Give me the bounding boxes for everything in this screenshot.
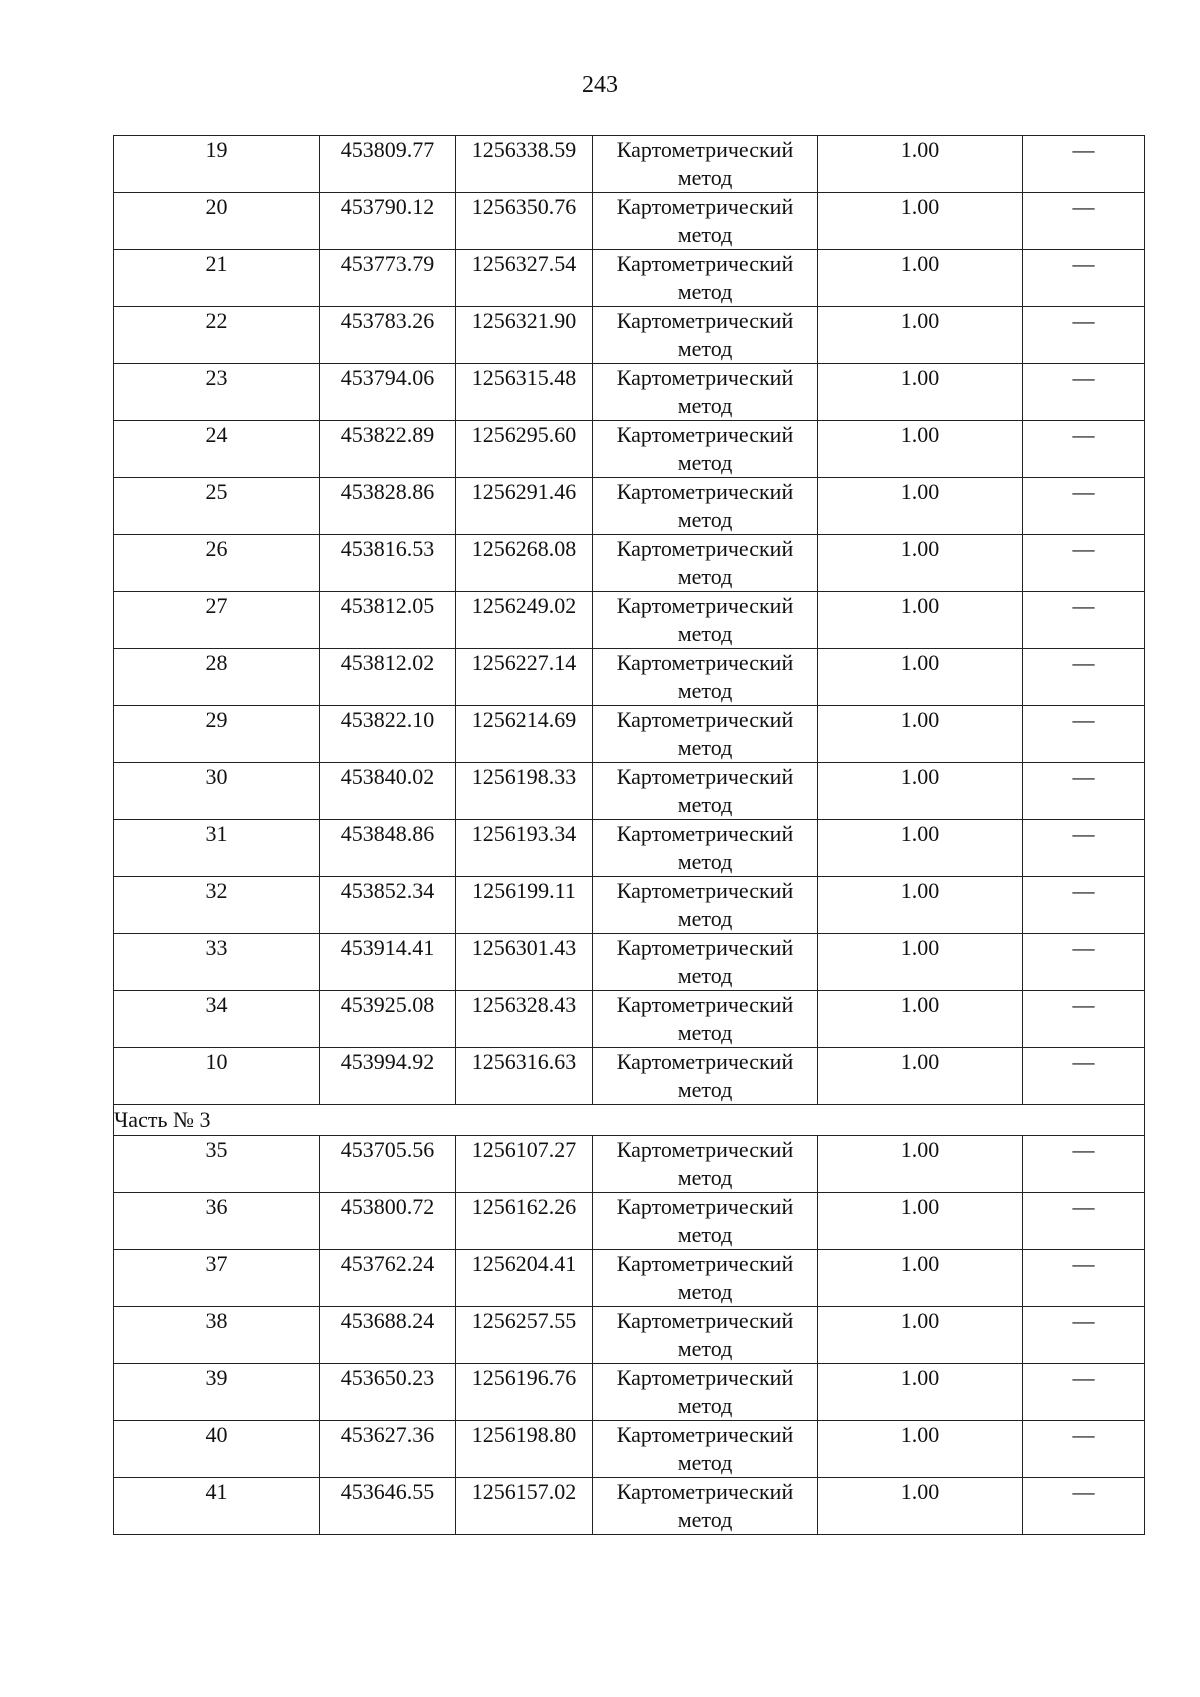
x-coordinate-cell: 453688.24 (320, 1307, 456, 1364)
method-line-1: Картометрический (616, 1365, 794, 1390)
note-cell: — (1023, 364, 1145, 421)
accuracy-cell: 1.00 (818, 535, 1023, 592)
section-title: Часть № 3 (114, 1105, 1145, 1136)
table-row (114, 421, 1145, 478)
accuracy-cell: 1.00 (818, 763, 1023, 820)
method-line-2: метод (677, 1077, 733, 1102)
method-cell (593, 934, 818, 991)
method-line-2: метод (677, 792, 733, 817)
method-line-2: метод (677, 165, 733, 190)
x-coordinate-cell: 453783.26 (320, 307, 456, 364)
accuracy-cell: 1.00 (818, 1307, 1023, 1364)
method-cell (593, 649, 818, 706)
method-line-1: Картометрический (616, 593, 794, 618)
y-coordinate-cell: 1256193.34 (456, 820, 593, 877)
method-line-2: метод (677, 1393, 733, 1418)
method-line-2: метод (677, 1020, 733, 1045)
y-coordinate-cell: 1256301.43 (456, 934, 593, 991)
method-line-1: Картометрический (616, 1251, 794, 1276)
x-coordinate-cell: 453650.23 (320, 1364, 456, 1421)
method-line-2: метод (677, 1507, 733, 1532)
coordinates-table (113, 135, 1145, 1535)
method-cell (593, 820, 818, 877)
accuracy-cell: 1.00 (818, 307, 1023, 364)
method-line-2: метод (677, 1450, 733, 1475)
accuracy-cell: 1.00 (818, 820, 1023, 877)
point-number-cell: 21 (114, 250, 320, 307)
accuracy-cell: 1.00 (818, 478, 1023, 535)
point-number-cell: 28 (114, 649, 320, 706)
note-cell: — (1023, 1364, 1145, 1421)
method-line-1: Картометрический (616, 308, 794, 333)
method-line-1: Картометрический (616, 251, 794, 276)
table-row (114, 934, 1145, 991)
y-coordinate-cell: 1256316.63 (456, 1048, 593, 1105)
method-cell (593, 1478, 818, 1535)
note-cell: — (1023, 136, 1145, 193)
method-cell (593, 1136, 818, 1193)
x-coordinate-cell: 453794.06 (320, 364, 456, 421)
point-number-cell: 27 (114, 592, 320, 649)
method-cell (593, 1364, 818, 1421)
table-row (114, 364, 1145, 421)
accuracy-cell: 1.00 (818, 364, 1023, 421)
method-line-2: метод (677, 1336, 733, 1361)
accuracy-cell: 1.00 (818, 877, 1023, 934)
accuracy-cell: 1.00 (818, 1193, 1023, 1250)
note-cell: — (1023, 193, 1145, 250)
y-coordinate-cell: 1256338.59 (456, 136, 593, 193)
method-cell (593, 706, 818, 763)
y-coordinate-cell: 1256291.46 (456, 478, 593, 535)
y-coordinate-cell: 1256196.76 (456, 1364, 593, 1421)
y-coordinate-cell: 1256321.90 (456, 307, 593, 364)
table-row (114, 1048, 1145, 1105)
table-row (114, 1421, 1145, 1478)
point-number-cell: 40 (114, 1421, 320, 1478)
note-cell: — (1023, 706, 1145, 763)
y-coordinate-cell: 1256257.55 (456, 1307, 593, 1364)
note-cell: — (1023, 307, 1145, 364)
method-cell (593, 592, 818, 649)
y-coordinate-cell: 1256315.48 (456, 364, 593, 421)
table-row (114, 649, 1145, 706)
accuracy-cell: 1.00 (818, 706, 1023, 763)
method-line-1: Картометрический (616, 137, 794, 162)
method-line-2: метод (677, 336, 733, 361)
table-row (114, 877, 1145, 934)
method-line-2: метод (677, 963, 733, 988)
x-coordinate-cell: 453852.34 (320, 877, 456, 934)
y-coordinate-cell: 1256198.33 (456, 763, 593, 820)
accuracy-cell: 1.00 (818, 1364, 1023, 1421)
page-number: 243 (582, 72, 618, 98)
note-cell: — (1023, 478, 1145, 535)
accuracy-cell: 1.00 (818, 649, 1023, 706)
x-coordinate-cell: 453812.02 (320, 649, 456, 706)
method-line-1: Картометрический (616, 1194, 794, 1219)
note-cell: — (1023, 991, 1145, 1048)
coordinates-table-body (114, 136, 1145, 1535)
x-coordinate-cell: 453812.05 (320, 592, 456, 649)
x-coordinate-cell: 453822.10 (320, 706, 456, 763)
table-row (114, 1307, 1145, 1364)
table-row (114, 535, 1145, 592)
section-header-row (114, 1105, 1145, 1136)
accuracy-cell: 1.00 (818, 1478, 1023, 1535)
table-row (114, 1364, 1145, 1421)
method-line-2: метод (677, 621, 733, 646)
x-coordinate-cell: 453646.55 (320, 1478, 456, 1535)
note-cell: — (1023, 1307, 1145, 1364)
method-cell (593, 193, 818, 250)
point-number-cell: 35 (114, 1136, 320, 1193)
method-cell (593, 1421, 818, 1478)
method-cell (593, 877, 818, 934)
x-coordinate-cell: 453828.86 (320, 478, 456, 535)
method-cell (593, 136, 818, 193)
y-coordinate-cell: 1256350.76 (456, 193, 593, 250)
x-coordinate-cell: 453800.72 (320, 1193, 456, 1250)
method-line-1: Картометрический (616, 1049, 794, 1074)
y-coordinate-cell: 1256157.02 (456, 1478, 593, 1535)
point-number-cell: 25 (114, 478, 320, 535)
x-coordinate-cell: 453914.41 (320, 934, 456, 991)
note-cell: — (1023, 877, 1145, 934)
method-cell (593, 1048, 818, 1105)
note-cell: — (1023, 1193, 1145, 1250)
accuracy-cell: 1.00 (818, 1136, 1023, 1193)
method-line-1: Картометрический (616, 1422, 794, 1447)
note-cell: — (1023, 1478, 1145, 1535)
accuracy-cell: 1.00 (818, 193, 1023, 250)
point-number-cell: 31 (114, 820, 320, 877)
method-line-2: метод (677, 678, 733, 703)
point-number-cell: 22 (114, 307, 320, 364)
method-line-1: Картометрический (616, 935, 794, 960)
point-number-cell: 36 (114, 1193, 320, 1250)
accuracy-cell: 1.00 (818, 1250, 1023, 1307)
x-coordinate-cell: 453822.89 (320, 421, 456, 478)
note-cell: — (1023, 763, 1145, 820)
point-number-cell: 29 (114, 706, 320, 763)
y-coordinate-cell: 1256295.60 (456, 421, 593, 478)
note-cell: — (1023, 934, 1145, 991)
method-line-2: метод (677, 222, 733, 247)
note-cell: — (1023, 820, 1145, 877)
method-line-2: метод (677, 735, 733, 760)
x-coordinate-cell: 453809.77 (320, 136, 456, 193)
note-cell: — (1023, 1421, 1145, 1478)
y-coordinate-cell: 1256199.11 (456, 877, 593, 934)
method-cell (593, 478, 818, 535)
y-coordinate-cell: 1256162.26 (456, 1193, 593, 1250)
table-row (114, 1193, 1145, 1250)
method-line-1: Картометрический (616, 764, 794, 789)
table-row (114, 706, 1145, 763)
method-line-1: Картометрический (616, 536, 794, 561)
table-row (114, 1136, 1145, 1193)
point-number-cell: 26 (114, 535, 320, 592)
method-cell (593, 991, 818, 1048)
point-number-cell: 38 (114, 1307, 320, 1364)
method-cell (593, 1307, 818, 1364)
table-row (114, 307, 1145, 364)
note-cell: — (1023, 1250, 1145, 1307)
method-line-2: метод (677, 507, 733, 532)
method-line-1: Картометрический (616, 365, 794, 390)
method-line-2: метод (677, 393, 733, 418)
note-cell: — (1023, 421, 1145, 478)
method-line-2: метод (677, 1165, 733, 1190)
accuracy-cell: 1.00 (818, 250, 1023, 307)
point-number-cell: 19 (114, 136, 320, 193)
x-coordinate-cell: 453762.24 (320, 1250, 456, 1307)
x-coordinate-cell: 453705.56 (320, 1136, 456, 1193)
method-cell (593, 1250, 818, 1307)
point-number-cell: 30 (114, 763, 320, 820)
method-cell (593, 307, 818, 364)
method-line-1: Картометрический (616, 878, 794, 903)
note-cell: — (1023, 1048, 1145, 1105)
method-cell (593, 1193, 818, 1250)
accuracy-cell: 1.00 (818, 991, 1023, 1048)
method-cell (593, 763, 818, 820)
x-coordinate-cell: 453627.36 (320, 1421, 456, 1478)
accuracy-cell: 1.00 (818, 1048, 1023, 1105)
method-line-1: Картометрический (616, 707, 794, 732)
point-number-cell: 32 (114, 877, 320, 934)
accuracy-cell: 1.00 (818, 592, 1023, 649)
y-coordinate-cell: 1256107.27 (456, 1136, 593, 1193)
y-coordinate-cell: 1256328.43 (456, 991, 593, 1048)
table-row (114, 991, 1145, 1048)
method-cell (593, 364, 818, 421)
method-line-1: Картометрический (616, 1308, 794, 1333)
x-coordinate-cell: 453925.08 (320, 991, 456, 1048)
method-line-2: метод (677, 849, 733, 874)
method-line-2: метод (677, 564, 733, 589)
x-coordinate-cell: 453816.53 (320, 535, 456, 592)
point-number-cell: 37 (114, 1250, 320, 1307)
accuracy-cell: 1.00 (818, 1421, 1023, 1478)
point-number-cell: 24 (114, 421, 320, 478)
y-coordinate-cell: 1256327.54 (456, 250, 593, 307)
method-line-1: Картометрический (616, 821, 794, 846)
method-line-2: метод (677, 1222, 733, 1247)
y-coordinate-cell: 1256227.14 (456, 649, 593, 706)
point-number-cell: 23 (114, 364, 320, 421)
x-coordinate-cell: 453994.92 (320, 1048, 456, 1105)
method-line-2: метод (677, 450, 733, 475)
method-line-1: Картометрический (616, 1137, 794, 1162)
table-row (114, 763, 1145, 820)
note-cell: — (1023, 535, 1145, 592)
y-coordinate-cell: 1256249.02 (456, 592, 593, 649)
method-line-1: Картометрический (616, 422, 794, 447)
table-row (114, 1250, 1145, 1307)
method-cell (593, 421, 818, 478)
method-line-1: Картометрический (616, 1479, 794, 1504)
point-number-cell: 20 (114, 193, 320, 250)
point-number-cell: 33 (114, 934, 320, 991)
table-row (114, 136, 1145, 193)
note-cell: — (1023, 1136, 1145, 1193)
method-line-2: метод (677, 1279, 733, 1304)
accuracy-cell: 1.00 (818, 136, 1023, 193)
method-line-1: Картометрический (616, 650, 794, 675)
table-row (114, 478, 1145, 535)
note-cell: — (1023, 250, 1145, 307)
x-coordinate-cell: 453848.86 (320, 820, 456, 877)
method-cell (593, 535, 818, 592)
method-line-1: Картометрический (616, 992, 794, 1017)
method-line-1: Картометрический (616, 479, 794, 504)
x-coordinate-cell: 453790.12 (320, 193, 456, 250)
table-row (114, 592, 1145, 649)
point-number-cell: 41 (114, 1478, 320, 1535)
accuracy-cell: 1.00 (818, 421, 1023, 478)
method-line-2: метод (677, 279, 733, 304)
x-coordinate-cell: 453773.79 (320, 250, 456, 307)
method-line-2: метод (677, 906, 733, 931)
note-cell: — (1023, 592, 1145, 649)
method-cell (593, 250, 818, 307)
y-coordinate-cell: 1256214.69 (456, 706, 593, 763)
accuracy-cell: 1.00 (818, 934, 1023, 991)
x-coordinate-cell: 453840.02 (320, 763, 456, 820)
y-coordinate-cell: 1256268.08 (456, 535, 593, 592)
y-coordinate-cell: 1256198.80 (456, 1421, 593, 1478)
y-coordinate-cell: 1256204.41 (456, 1250, 593, 1307)
point-number-cell: 39 (114, 1364, 320, 1421)
point-number-cell: 34 (114, 991, 320, 1048)
table-row (114, 1478, 1145, 1535)
table-row (114, 250, 1145, 307)
method-line-1: Картометрический (616, 194, 794, 219)
table-row (114, 193, 1145, 250)
table-row (114, 820, 1145, 877)
note-cell: — (1023, 649, 1145, 706)
point-number-cell: 10 (114, 1048, 320, 1105)
